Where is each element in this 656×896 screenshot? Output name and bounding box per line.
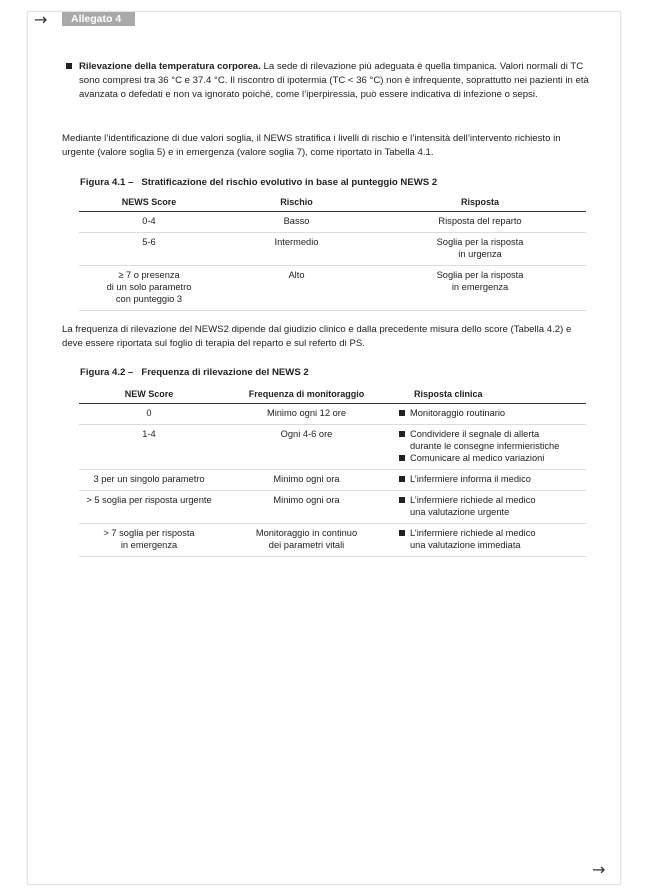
score-cell: 0 [79,404,219,425]
table-header-row [79,194,586,212]
arrow-right-icon[interactable]: → [592,860,606,879]
response-item [399,473,586,485]
bullet-body: La sede di rilevazione più adeguata è quella timpanica. Valori normali di TC sono compresi tra 36 °C e 37.4 °C. Il riscontro di ipotermia (TC < 36 °C) non è infrequente, soprattutto nei pazienti in età avanzata o defedati e non va ignorato poiché, come l’iperpiressia, può essere indicativa di infezione o sepsi. [79,61,589,100]
paragraph-frequency: La frequenza di rilevazione del NEWS2 dipende dal giudizio clinico e dalla precedente misura dello score (Tabella 4.2) e deve essere riportata sul foglio di terapia del reparto e sul referto di PS. [62,324,572,349]
column-header: NEWS Score [79,194,219,212]
square-bullet-icon [399,497,405,503]
table-header-row [79,386,586,404]
frequency-cell: Minimo ogni 12 ore [219,404,394,425]
response-text: L’infermiere informa il medico [410,474,531,484]
frequency-cell: Minimo ogni ora [219,470,394,491]
column-header: Frequenza di monitoraggio [219,386,394,404]
response-text: L’infermiere richiede al medico una valutazione urgente [410,495,536,517]
risk-stratification-table [79,194,586,311]
table-row [79,233,586,266]
response-item [399,452,586,464]
response-item [399,527,586,551]
square-bullet-icon [399,476,405,482]
clinical-response-cell [394,404,586,425]
table-row [79,425,586,470]
section-tag: Allegato 4 [62,12,135,26]
temperature-bullet [66,60,591,102]
figure-caption: Frequenza di rilevazione del NEWS 2 [141,367,309,378]
score-cell: 1-4 [79,425,219,470]
column-header: Rischio [219,194,374,212]
figure-4-1-title [80,177,437,188]
score-cell: 3 per un singolo parametro [79,470,219,491]
figure-number: Figura 4.2 – [80,367,134,378]
table-row [79,524,586,557]
response-cell: Soglia per la risposta in emergenza [374,266,586,311]
score-cell: 5-6 [79,233,219,266]
square-bullet-icon [399,455,405,461]
score-cell: ≥ 7 o presenza di un solo parametro con punteggio 3 [79,266,219,311]
figure-caption: Stratificazione del rischio evolutivo in base al punteggio NEWS 2 [141,177,438,188]
column-header: Risposta [374,194,586,212]
bullet-paragraph [79,60,591,102]
risk-cell: Alto [219,266,374,311]
score-cell: > 5 soglia per risposta urgente [79,491,219,524]
frequency-cell: Monitoraggio in continuo dei parametri vitali [219,524,394,557]
column-header: Risposta clinica [394,386,586,404]
clinical-response-cell [394,524,586,557]
response-text: Comunicare al medico variazioni [410,453,545,463]
table-row [79,470,586,491]
response-cell: Soglia per la risposta in urgenza [374,233,586,266]
monitoring-frequency-table [79,386,586,557]
figure-number: Figura 4.1 – [80,177,134,188]
table-row [79,266,586,311]
frequency-cell: Minimo ogni ora [219,491,394,524]
table-row [79,491,586,524]
response-item [399,407,586,419]
response-text: L’infermiere richiede al medico una valutazione immediata [410,528,536,550]
square-bullet-icon [399,410,405,416]
response-item [399,494,586,518]
clinical-response-cell [394,470,586,491]
clinical-response-cell [394,425,586,470]
response-text: Monitoraggio routinario [410,408,506,418]
response-item [399,428,586,452]
column-header: NEW Score [79,386,219,404]
bullet-title: Rilevazione della temperatura corporea. [79,61,261,72]
risk-cell: Basso [219,212,374,233]
risk-cell: Intermedio [219,233,374,266]
square-bullet-icon [66,63,72,69]
clinical-response-cell [394,491,586,524]
arrow-right-icon[interactable]: → [34,10,48,29]
paragraph-thresholds: Mediante l’identificazione di due valori soglia, il NEWS stratifica i livelli di rischio e l’intensità dell’intervento richiesto in urgente (valore soglia 5) e in emergenza (valore soglia 7), come riportato in Tabella 4.1. [62,133,561,158]
response-text: Condividere il segnale di allerta durante le consegne infermieristiche [410,429,560,451]
figure-4-2-title [80,367,309,378]
frequency-cell: Ogni 4-6 ore [219,425,394,470]
response-cell: Risposta del reparto [374,212,586,233]
square-bullet-icon [399,431,405,437]
score-cell: > 7 soglia per risposta in emergenza [79,524,219,557]
table-row [79,212,586,233]
score-cell: 0-4 [79,212,219,233]
square-bullet-icon [399,530,405,536]
table-row [79,404,586,425]
